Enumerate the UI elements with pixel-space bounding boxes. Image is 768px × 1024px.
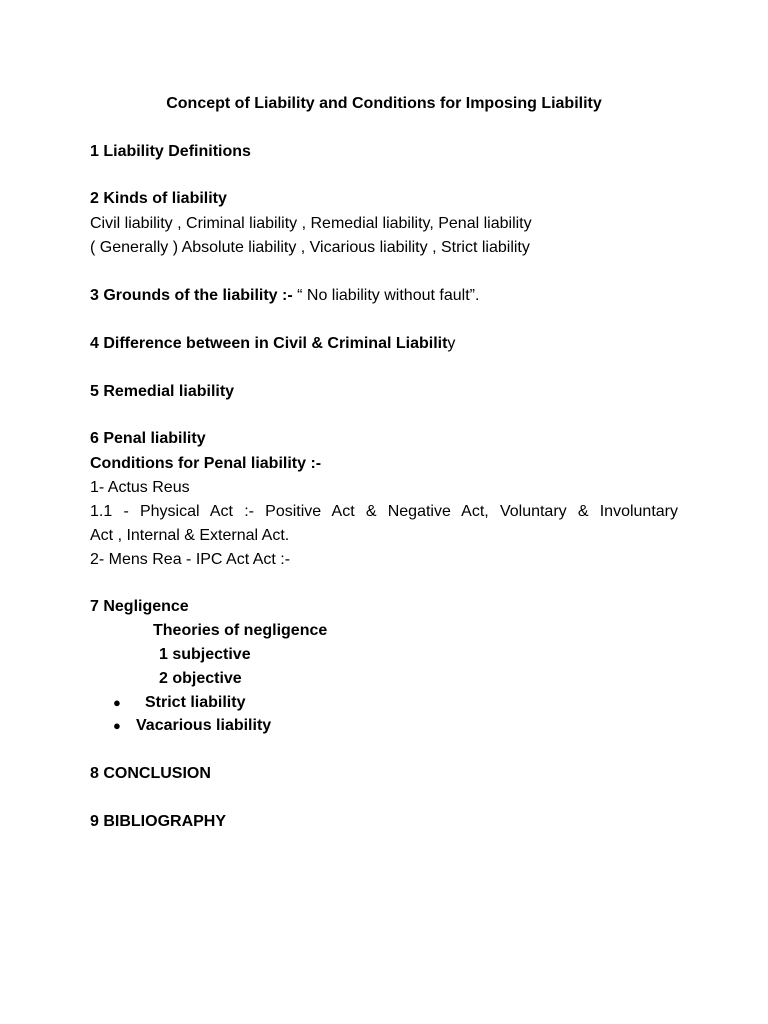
bullet-icon: ●	[113, 695, 121, 710]
theory-subjective: 1 subjective	[159, 646, 251, 663]
physical-act-line-1: 1.1 - Physical Act :- Positive Act & Negative Act, Voluntary & Involuntary	[90, 503, 678, 520]
penal-conditions-heading: Conditions for Penal liability :-	[90, 455, 322, 472]
heading-remedial-liability: 5 Remedial liability	[90, 383, 235, 400]
heading-difference: 4 Difference between in Civil & Criminal Liabilit	[90, 335, 448, 352]
negligence-theories-heading: Theories of negligence	[153, 622, 328, 639]
heading-negligence: 7 Negligence	[90, 598, 189, 615]
heading-liability-definitions: 1 Liability Definitions	[90, 143, 251, 160]
document-title: Concept of Liability and Conditions for Imposing Liability	[166, 95, 602, 112]
heading-grounds: 3 Grounds of the liability :-	[90, 287, 293, 304]
grounds-text: “ No liability without fault”.	[292, 287, 480, 304]
heading-conclusion: 8 CONCLUSION	[90, 765, 211, 782]
kinds-line-1: Civil liability , Criminal liability , Remedial liability, Penal liability	[90, 215, 532, 232]
grounds-line	[90, 286, 479, 306]
theory-objective: 2 objective	[159, 670, 242, 687]
mens-rea-item: 2- Mens Rea - IPC Act Act :-	[90, 551, 291, 568]
bullet-vacarious-liability: Vacarious liability	[136, 717, 272, 734]
heading-penal-liability: 6 Penal liability	[90, 430, 206, 447]
difference-line	[90, 334, 455, 354]
physical-act-line-2: Act , Internal & External Act.	[90, 527, 290, 544]
heading-bibliography: 9 BIBLIOGRAPHY	[90, 813, 227, 830]
bullet-icon: ●	[113, 718, 121, 733]
kinds-line-2: ( Generally ) Absolute liability , Vicarious liability , Strict liability	[90, 239, 530, 256]
heading-difference-tail: y	[447, 335, 456, 352]
bullet-strict-liability: Strict liability	[145, 694, 246, 711]
actus-reus-item: 1- Actus Reus	[90, 479, 190, 496]
heading-kinds-of-liability: 2 Kinds of liability	[90, 190, 227, 207]
